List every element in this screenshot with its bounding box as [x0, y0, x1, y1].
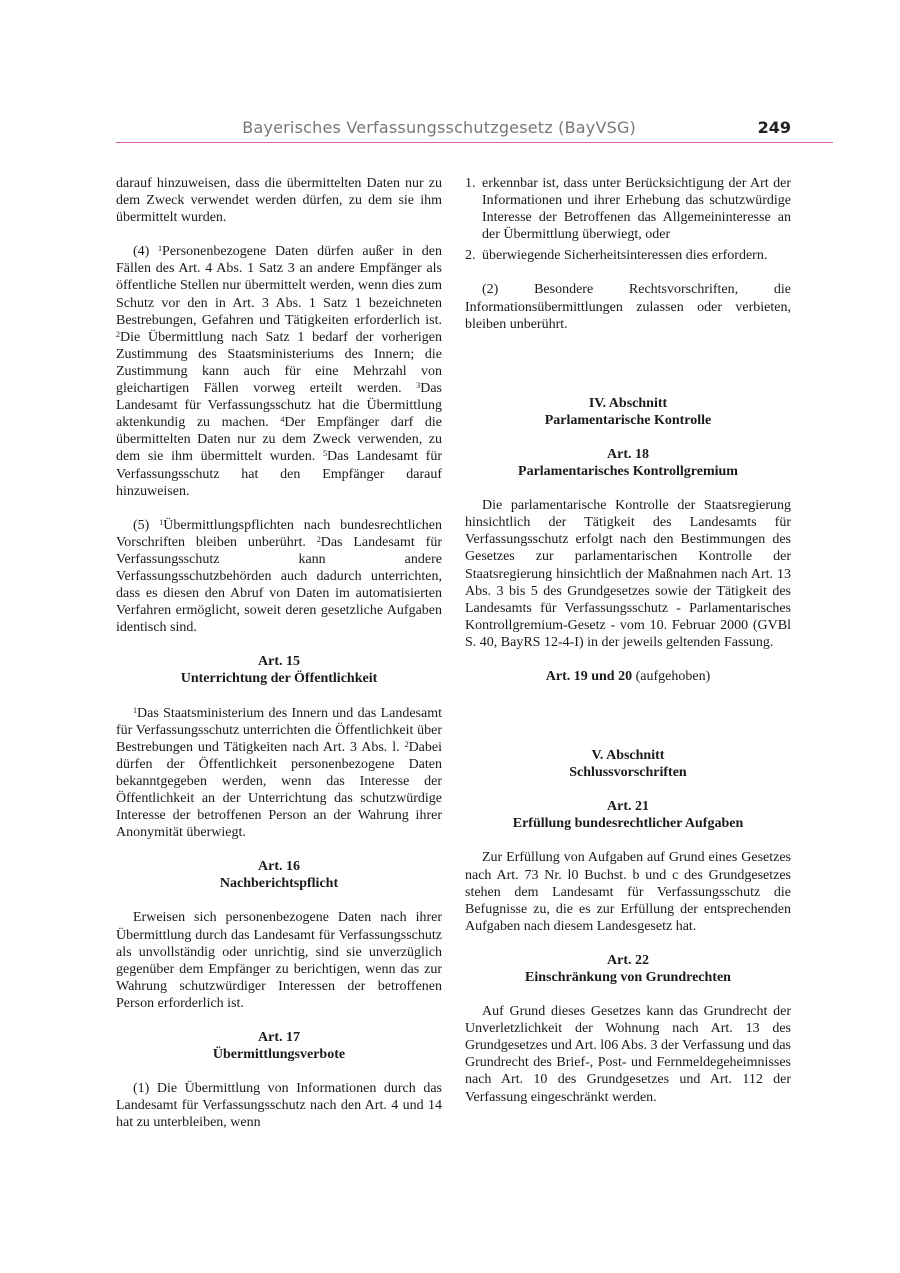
art22-number: Art. 22 — [607, 952, 649, 968]
art15-text: $^1$Das Staatsministerium des Innern und das Landesamt für Verfassungsschutz unterrichten die Öffentlichkeit über Bestrebungen und Tätigkeiten nach Art. 3 Abs. l. $^2$Dabei dürfen der Öffentlichkeit personenbezogene Daten bekanntgegeben werden, wenn das Interesse der Öffentlichkeit an der Unterrichtung das schutzwürdige Interesse der betroffenen Person an der Wahrung ihrer Anonymität überwiegt. — [116, 705, 442, 841]
art18-text: Die parlamentarische Kontrolle der Staatsregierung hinsichtlich der Tätigkeit des Landesamts für Verfassungsschutz erfolgt nach den Bestimmungen des Gesetzes zur parlamentarischen Kontrolle der Staatsregierung hinsichtlich der Maßnahmen nach Art. 13 Abs. 3 bis 5 des Grundgesetzes sowie der Tätigkeit des Landesamts für Verfassungsschutz - Parlamentarisches Kontrollgremium-Gesetz - vom 10. Februar 2000 (GVBl S. 40, BayRS 12-4-I) in der jeweils geltenden Fassung. — [465, 498, 791, 650]
running-header — [116, 112, 833, 143]
paragraph-continuation: darauf hinzuweisen, dass die übermittelten Daten nur zu dem Zweck verwendet werden dürfen, zu dem sie ihm übermittelt wurden. — [116, 176, 442, 226]
art18-heading — [465, 446, 791, 480]
left-column — [116, 175, 442, 1149]
header-title: Bayerisches Verfassungsschutzgesetz (BayVSG) — [242, 118, 636, 137]
art22-text: Auf Grund dieses Gesetzes kann das Grundrecht der Unverletzlichkeit der Wohnung nach Art. 13 des Grundgesetzes und Art. l06 Abs. 3 der Verfassung und das Grundrecht des Brief-, Post- und Fernmeldegeheimnisses nach Art. 10 des Grundgesetzes und Art. 112 der Verfassung eingeschränkt werden. — [465, 1004, 791, 1105]
section4-heading — [465, 395, 791, 429]
art21-heading — [465, 798, 791, 832]
section5-title: Schlussvorschriften — [569, 765, 687, 781]
art21-text: Zur Erfüllung von Aufgaben auf Grund eines Gesetzes nach Art. 73 Nr. l0 Buchst. b und c des Grundgesetzes stehen dem Landesamt für Verfassungsschutz die Befugnisse zu, die es zur Erfüllung der entsprechenden Aufgaben nach diesem Landesgesetz hat. — [465, 850, 791, 934]
art19-20-heading: Art. 19 und 20 (aufgehoben) — [545, 668, 711, 684]
art15-heading — [116, 653, 442, 687]
section4-title: Parlamentarische Kontrolle — [544, 412, 712, 428]
art17-heading — [116, 1029, 442, 1063]
list-item: 2. überwiegende Sicherheitsinteressen dies erfordern. — [465, 248, 768, 264]
art18-title: Parlamentarisches Kontrollgremium — [518, 464, 738, 480]
right-column — [465, 175, 791, 1123]
art15-number: Art. 15 — [258, 654, 300, 670]
section5-number: V. Abschnitt — [591, 748, 665, 764]
art21-title: Erfüllung bundesrechtlicher Aufgaben — [512, 816, 744, 832]
art18-number: Art. 18 — [607, 446, 649, 462]
art15-title: Unterrichtung der Öffentlichkeit — [180, 671, 378, 687]
art16-heading — [116, 858, 442, 892]
art16-number: Art. 16 — [258, 859, 300, 875]
page-number: 249 — [757, 118, 791, 137]
paragraph-art14-5: (5) $^1$Übermittlungspflichten nach bundesrechtlichen Vorschriften bleiben unberührt. $^2$Das Landesamt für Verfassungsschutz kann andere Verfassungsschutzbehörden auch dadurch unterrichten, dass es diesen den Abruf von Daten im automatisierten Verfahren ermöglicht, soweit deren gesetzliche Aufgaben identisch sind. — [116, 517, 443, 636]
art17-text: (1) Die Übermittlung von Informationen durch das Landesamt für Verfassungsschutz nach den Art. 4 und 14 hat zu unterbleiben, wenn — [116, 1081, 442, 1131]
art22-title: Einschränkung von Grundrechten — [525, 970, 731, 985]
art21-number: Art. 21 — [607, 799, 649, 815]
art17-2-text: (2) Besondere Rechtsvorschriften, die Informationsübermittlungen zulassen oder verbieten, bleiben unberührt. — [465, 282, 791, 332]
paragraph-art14-4: (4) $^1$Personenbezogene Daten dürfen außer in den Fällen des Art. 4 Abs. 1 Satz 3 an andere Empfänger als öffentliche Stellen nur übermittelt werden, wenn dies zum Schutz vor den in Art. 3 Abs. 1 Satz 1 bezeichneten Bestrebungen, Gefahren und Tätigkeiten erforderlich ist. $^2$Die Übermittlung nach Satz 1 bedarf der vorherigen Zustimmung des Staatsministeriums des Innern; die Zustimmung kann auch für eine Mehrzahl von gleichartigen Fällen vorweg erteilt werden. $^3$Das Landesamt für Verfassungsschutz hat die Übermittlung aktenkundig zu machen. $^4$Der Empfänger darf die übermittelten Daten nur zu dem Zweck verwenden, zu dem sie ihm übermittelt wurden. $^5$Das Landesamt für Verfassungsschutz hat den Empfänger darauf hinzuweisen. — [116, 244, 442, 499]
art22-heading — [465, 952, 791, 986]
art17-title: Übermittlungsverbote — [212, 1047, 346, 1063]
art16-text: Erweisen sich personenbezogene Daten nach ihrer Übermittlung durch das Landesamt für Verfassungsschutz als unvollständig oder unrichtig, sind sie unverzüglich gegenüber dem Empfänger zu berichtigen, wenn das zur Wahrung schutzwürdiger Interessen der betroffenen Person erforderlich ist. — [116, 910, 442, 1011]
list-item: 1. erkennbar ist, dass unter Berücksichtigung der Art der Informationen und ihrer Erhebung das schutzwürdige Interesse der Betroffenen das Allgemeininteresse an der Übermittlung überwiegt, oder — [465, 176, 791, 243]
art17-number: Art. 17 — [258, 1030, 300, 1046]
art17-list — [465, 175, 791, 264]
section5-heading — [465, 747, 791, 781]
art16-title: Nachberichtspflicht — [219, 876, 339, 892]
section4-number: IV. Abschnitt — [588, 395, 668, 411]
